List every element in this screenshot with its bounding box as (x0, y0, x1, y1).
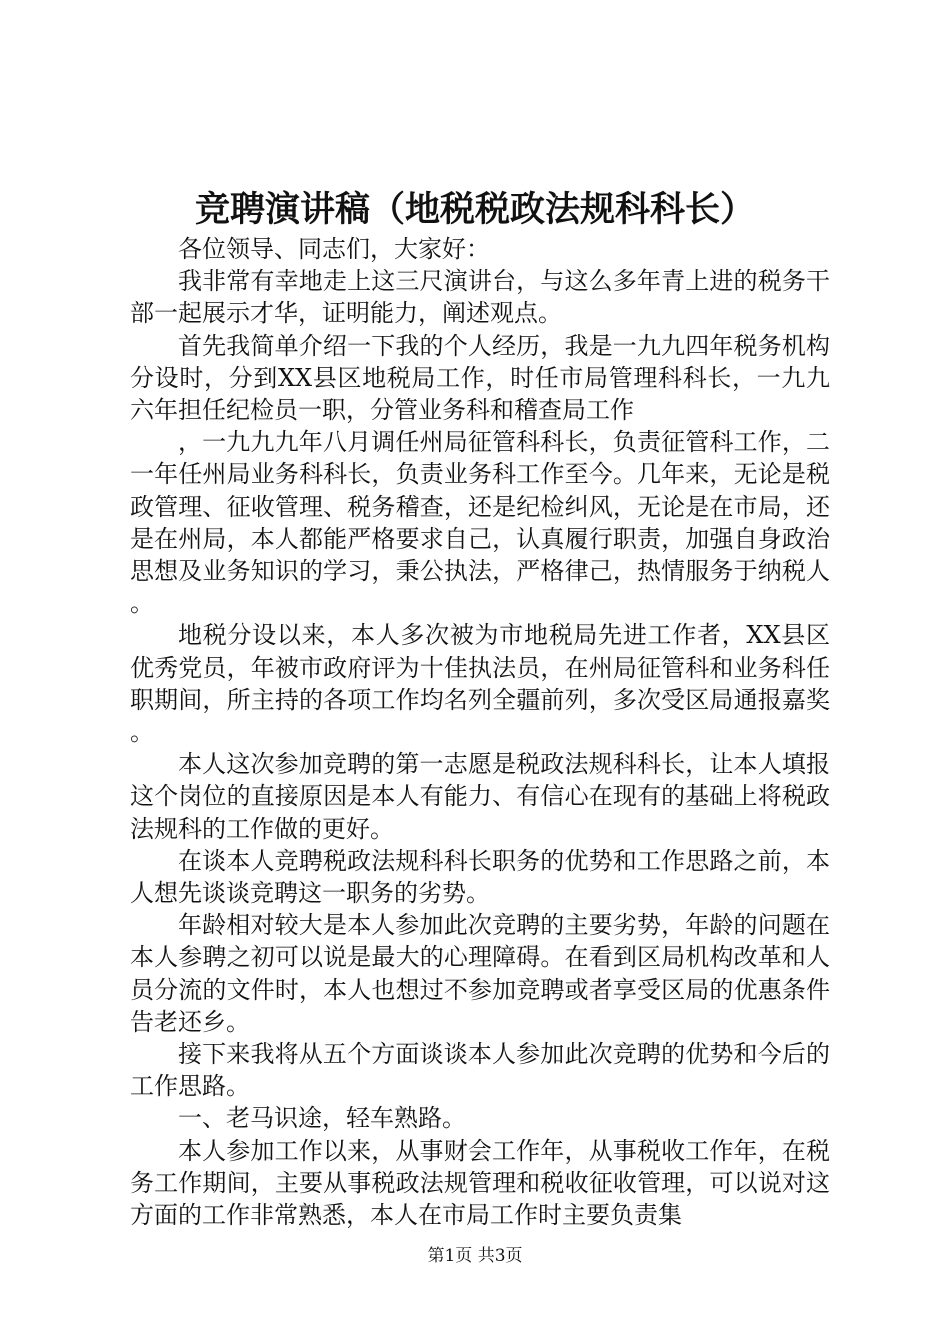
text-line: 六年担任纪检员一职，分管业务科和稽查局工作 (130, 396, 634, 425)
paragraph-heading-one (130, 1102, 830, 1134)
text-line: 思想及业务知识的学习，秉公执法，严格律己，热情服务于纳税人 (130, 557, 830, 586)
text-line: 员分流的文件时，本人也想过不参加竞聘或者享受区局的优惠条件 (130, 975, 830, 1004)
text-line: 一、老马识途，轻车熟路。 (178, 1104, 466, 1133)
text-line: 告老还乡。 (130, 1007, 250, 1036)
paragraph-honors (130, 619, 830, 748)
paragraph-career (130, 426, 830, 619)
document-body (130, 233, 830, 1231)
page-title: 竞聘演讲稿（地税税政法规科科长） (194, 189, 755, 230)
text-line: 优秀党员，年被市政府评为十佳执法员，在州局征管科和业务科任 (130, 653, 830, 682)
text-line: 。 (130, 718, 154, 747)
text-line: 地税分设以来，本人多次被为市地税局先进工作者，XX县区 (178, 621, 830, 650)
text-line: 工作思路。 (130, 1072, 250, 1101)
text-line: 本人这次参加竞聘的第一志愿是税政法规科科长，让本人填报 (178, 750, 830, 779)
text-line: 人想先谈谈竞聘这一职务的劣势。 (130, 879, 490, 908)
text-line: 这个岗位的直接原因是本人有能力、有信心在现有的基础上将税政 (130, 782, 830, 811)
text-line: 年龄相对较大是本人参加此次竞聘的主要劣势，年龄的问题在 (178, 911, 830, 940)
text-line: 是在州局，本人都能严格要求自己，认真履行职责，加强自身政治 (130, 524, 830, 553)
text-line: 本人参聘之初可以说是最大的心理障碍。在看到区局机构改革和人 (130, 943, 830, 972)
paragraph-work-experience (130, 1135, 830, 1232)
paragraph-greeting (130, 233, 830, 265)
page-indicator: 第1页 共3页 (427, 1246, 523, 1266)
text-line: 务工作期间，主要从事税政法规管理和税收征收管理，可以说对这 (130, 1168, 830, 1197)
text-line: 方面的工作非常熟悉，本人在市局工作时主要负责集 (130, 1201, 682, 1230)
text-line: 本人参加工作以来，从事财会工作年，从事税收工作年，在税 (178, 1136, 830, 1165)
paragraph-first-choice (130, 748, 830, 845)
paragraph-weakness-intro (130, 845, 830, 909)
text-line: 法规科的工作做的更好。 (130, 814, 394, 843)
text-line: 我非常有幸地走上这三尺演讲台，与这么多年青上进的税务干 (178, 267, 830, 296)
text-line: 一年任州局业务科科长，负责业务科工作至今。几年来，无论是税 (130, 460, 830, 489)
text-line: 各位领导、同志们，大家好： (178, 235, 490, 263)
paragraph-age-weakness (130, 909, 830, 1038)
text-line: 分设时，分到XX县区地税局工作，时任市局管理科科长，一九九 (130, 363, 830, 392)
paragraph-opening (130, 265, 830, 329)
paragraph-personal-history (130, 330, 830, 427)
text-line: ，一九九九年八月调任州局征管科科长，负责征管科工作，二 (178, 428, 830, 457)
text-line: 。 (130, 589, 154, 618)
text-line: 在谈本人竞聘税政法规科科长职务的优势和工作思路之前，本 (178, 846, 830, 875)
text-line: 部一起展示才华，证明能力，阐述观点。 (130, 299, 562, 328)
text-line: 职期间，所主持的各项工作均名列全疆前列，多次受区局通报嘉奖 (130, 685, 830, 714)
text-line: 政管理、征收管理、税务稽查，还是纪检纠风，无论是在市局，还 (130, 492, 830, 521)
text-line: 接下来我将从五个方面谈谈本人参加此次竞聘的优势和今后的 (178, 1040, 830, 1069)
paragraph-five-aspects (130, 1038, 830, 1102)
text-line: 首先我简单介绍一下我的个人经历，我是一九九四年税务机构 (178, 331, 830, 360)
